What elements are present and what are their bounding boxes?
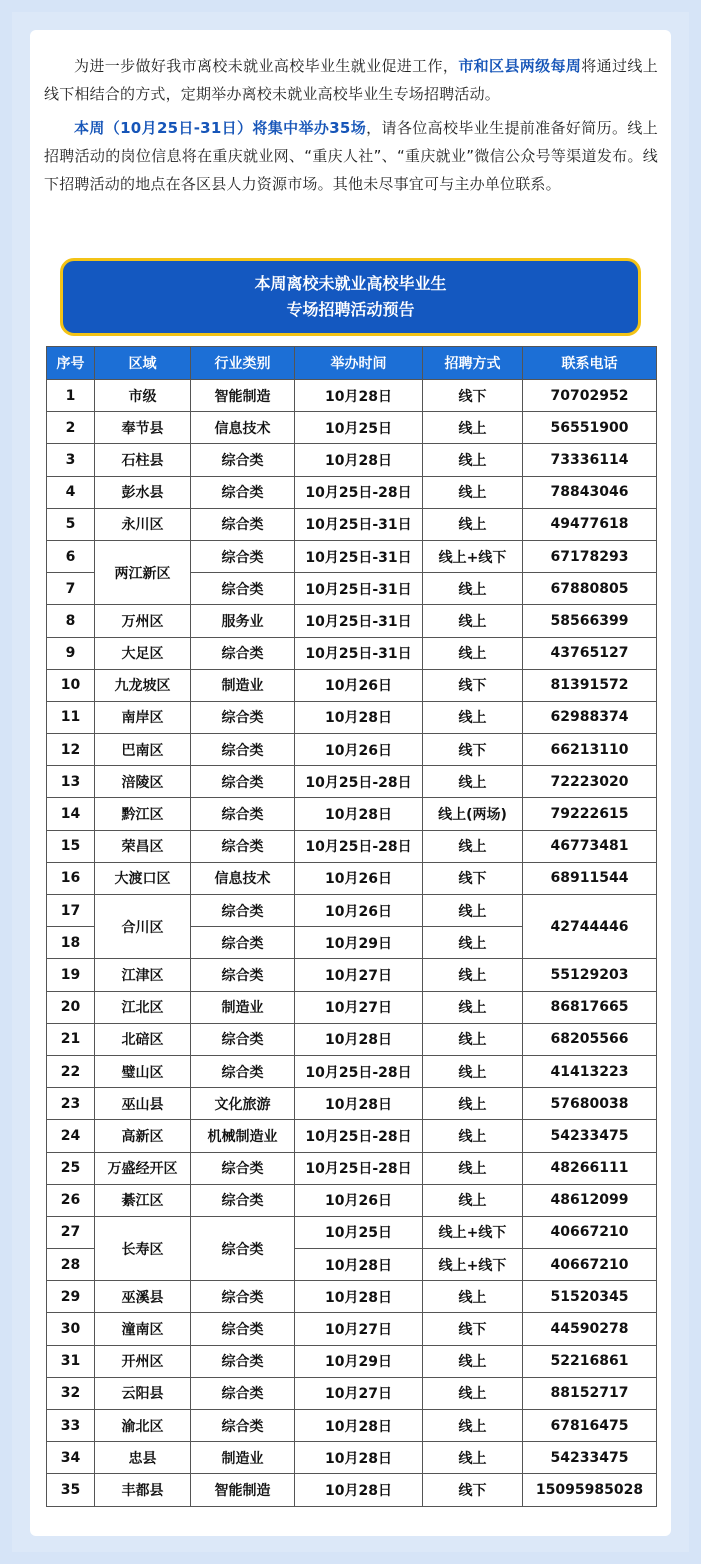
cell-method: 线上	[423, 895, 523, 927]
intro-text	[44, 52, 658, 204]
cell-method: 线下	[423, 669, 523, 701]
cell-phone: 44590278	[523, 1313, 657, 1345]
cell-method: 线上	[423, 1055, 523, 1087]
cell-index: 5	[47, 508, 95, 540]
table-row	[47, 701, 657, 733]
table-row	[47, 830, 657, 862]
cell-index: 9	[47, 637, 95, 669]
cell-index: 18	[47, 927, 95, 959]
cell-method: 线下	[423, 734, 523, 766]
cell-industry: 综合类	[191, 508, 295, 540]
cell-time: 10月28日	[295, 444, 423, 476]
cell-phone: 42744446	[523, 895, 657, 959]
cell-industry: 综合类	[191, 895, 295, 927]
cell-industry: 综合类	[191, 476, 295, 508]
table-row	[47, 412, 657, 444]
cell-industry: 综合类	[191, 540, 295, 572]
cell-method: 线上	[423, 1184, 523, 1216]
header-phone: 联系电话	[523, 347, 657, 380]
cell-phone: 52216861	[523, 1345, 657, 1377]
cell-index: 11	[47, 701, 95, 733]
table-row	[47, 1410, 657, 1442]
cell-method: 线下	[423, 1313, 523, 1345]
cell-index: 2	[47, 412, 95, 444]
intro-paragraph-1: 为进一步做好我市离校未就业高校毕业生就业促进工作，市和区县两级每周将通过线上线下相结合的方式，定期举办离校未就业高校毕业生专场招聘活动。	[44, 57, 658, 103]
cell-index: 1	[47, 380, 95, 412]
cell-phone: 58566399	[523, 605, 657, 637]
cell-method: 线上	[423, 959, 523, 991]
table-row	[47, 444, 657, 476]
cell-method: 线上	[423, 1023, 523, 1055]
cell-industry: 综合类	[191, 1377, 295, 1409]
cell-index: 28	[47, 1249, 95, 1281]
table-row	[47, 637, 657, 669]
table-row	[47, 476, 657, 508]
cell-phone: 48612099	[523, 1184, 657, 1216]
section-banner	[60, 258, 641, 336]
cell-industry: 综合类	[191, 1055, 295, 1087]
cell-method: 线上	[423, 766, 523, 798]
cell-industry: 信息技术	[191, 862, 295, 894]
header-region: 区域	[95, 347, 191, 380]
cell-index: 32	[47, 1377, 95, 1409]
cell-region: 潼南区	[95, 1313, 191, 1345]
cell-industry: 制造业	[191, 669, 295, 701]
table-row	[47, 1023, 657, 1055]
cell-index: 19	[47, 959, 95, 991]
cell-phone: 40667210	[523, 1216, 657, 1248]
cell-phone: 57680038	[523, 1088, 657, 1120]
cell-industry: 综合类	[191, 573, 295, 605]
cell-region: 大足区	[95, 637, 191, 669]
cell-index: 7	[47, 573, 95, 605]
cell-region: 开州区	[95, 1345, 191, 1377]
cell-region: 云阳县	[95, 1377, 191, 1409]
cell-phone: 48266111	[523, 1152, 657, 1184]
table-row	[47, 991, 657, 1023]
cell-index: 24	[47, 1120, 95, 1152]
cell-time: 10月25日	[295, 1216, 423, 1248]
cell-phone: 88152717	[523, 1377, 657, 1409]
cell-method: 线上	[423, 1281, 523, 1313]
cell-index: 3	[47, 444, 95, 476]
cell-industry: 智能制造	[191, 1474, 295, 1506]
cell-region: 江北区	[95, 991, 191, 1023]
cell-method: 线上+线下	[423, 540, 523, 572]
cell-method: 线上	[423, 701, 523, 733]
cell-time: 10月27日	[295, 991, 423, 1023]
table-row	[47, 605, 657, 637]
recruitment-table	[46, 346, 657, 1507]
cell-industry: 综合类	[191, 1216, 295, 1280]
cell-region: 巫山县	[95, 1088, 191, 1120]
cell-time: 10月25日-28日	[295, 476, 423, 508]
cell-index: 22	[47, 1055, 95, 1087]
cell-region: 忠县	[95, 1442, 191, 1474]
cell-time: 10月28日	[295, 1023, 423, 1055]
cell-region: 两江新区	[95, 540, 191, 604]
table-row	[47, 1184, 657, 1216]
cell-method: 线下	[423, 380, 523, 412]
cell-time: 10月25日-31日	[295, 540, 423, 572]
cell-time: 10月25日	[295, 412, 423, 444]
cell-industry: 综合类	[191, 1281, 295, 1313]
cell-industry: 综合类	[191, 1313, 295, 1345]
table-body	[47, 380, 657, 1507]
cell-index: 26	[47, 1184, 95, 1216]
cell-method: 线上	[423, 830, 523, 862]
cell-index: 8	[47, 605, 95, 637]
cell-time: 10月26日	[295, 895, 423, 927]
cell-industry: 综合类	[191, 766, 295, 798]
cell-region: 石柱县	[95, 444, 191, 476]
cell-industry: 文化旅游	[191, 1088, 295, 1120]
cell-method: 线上	[423, 476, 523, 508]
cell-phone: 67178293	[523, 540, 657, 572]
cell-industry: 智能制造	[191, 380, 295, 412]
cell-region: 万州区	[95, 605, 191, 637]
header-method: 招聘方式	[423, 347, 523, 380]
cell-method: 线上	[423, 637, 523, 669]
table-row	[47, 959, 657, 991]
banner-line-1: 本周离校未就业高校毕业生	[254, 274, 447, 293]
cell-phone: 68911544	[523, 862, 657, 894]
cell-method: 线下	[423, 862, 523, 894]
cell-region: 彭水县	[95, 476, 191, 508]
cell-index: 29	[47, 1281, 95, 1313]
cell-region: 永川区	[95, 508, 191, 540]
cell-method: 线上	[423, 444, 523, 476]
cell-region: 合川区	[95, 895, 191, 959]
cell-method: 线上	[423, 1152, 523, 1184]
cell-index: 25	[47, 1152, 95, 1184]
cell-method: 线上	[423, 1442, 523, 1474]
cell-region: 巴南区	[95, 734, 191, 766]
cell-time: 10月27日	[295, 1377, 423, 1409]
cell-index: 13	[47, 766, 95, 798]
cell-time: 10月25日-28日	[295, 830, 423, 862]
cell-index: 4	[47, 476, 95, 508]
page-frame	[12, 12, 689, 1552]
table-row	[47, 1088, 657, 1120]
cell-region: 江津区	[95, 959, 191, 991]
cell-index: 33	[47, 1410, 95, 1442]
intro-paragraph-2: 本周（10月25日-31日）将集中举办35场，请各位高校毕业生提前准备好简历。线上招聘活动的岗位信息将在重庆就业网、“重庆人社”、“重庆就业”微信公众号等渠道发布。线下招聘活动的地点在各区县人力资源市场。其他未尽事宜可与主办单位联系。	[44, 119, 658, 193]
cell-region: 荣昌区	[95, 830, 191, 862]
table-row	[47, 1313, 657, 1345]
cell-index: 34	[47, 1442, 95, 1474]
cell-region: 奉节县	[95, 412, 191, 444]
cell-industry: 综合类	[191, 701, 295, 733]
cell-phone: 66213110	[523, 734, 657, 766]
cell-time: 10月28日	[295, 1088, 423, 1120]
cell-method: 线上	[423, 1345, 523, 1377]
cell-industry: 综合类	[191, 1345, 295, 1377]
cell-time: 10月28日	[295, 798, 423, 830]
table-row	[47, 380, 657, 412]
cell-time: 10月28日	[295, 1281, 423, 1313]
content-card	[30, 30, 671, 1536]
cell-region: 丰都县	[95, 1474, 191, 1506]
cell-index: 23	[47, 1088, 95, 1120]
cell-time: 10月26日	[295, 862, 423, 894]
cell-phone: 79222615	[523, 798, 657, 830]
cell-method: 线上	[423, 508, 523, 540]
cell-phone: 55129203	[523, 959, 657, 991]
table-row	[47, 895, 657, 927]
cell-phone: 73336114	[523, 444, 657, 476]
cell-time: 10月25日-31日	[295, 637, 423, 669]
cell-industry: 综合类	[191, 637, 295, 669]
cell-index: 17	[47, 895, 95, 927]
cell-time: 10月29日	[295, 927, 423, 959]
cell-phone: 41413223	[523, 1055, 657, 1087]
cell-region: 市级	[95, 380, 191, 412]
table-row	[47, 1345, 657, 1377]
cell-region: 渝北区	[95, 1410, 191, 1442]
cell-region: 巫溪县	[95, 1281, 191, 1313]
cell-phone: 15095985028	[523, 1474, 657, 1506]
cell-time: 10月26日	[295, 1184, 423, 1216]
cell-time: 10月28日	[295, 1249, 423, 1281]
cell-industry: 综合类	[191, 1023, 295, 1055]
cell-region: 涪陵区	[95, 766, 191, 798]
cell-industry: 制造业	[191, 991, 295, 1023]
cell-industry: 综合类	[191, 734, 295, 766]
cell-time: 10月28日	[295, 701, 423, 733]
table-row	[47, 1152, 657, 1184]
cell-method: 线上	[423, 991, 523, 1023]
cell-industry: 综合类	[191, 444, 295, 476]
table-row	[47, 1281, 657, 1313]
cell-phone: 72223020	[523, 766, 657, 798]
cell-region: 九龙坡区	[95, 669, 191, 701]
cell-method: 线上	[423, 1410, 523, 1442]
cell-method: 线上	[423, 605, 523, 637]
header-time: 举办时间	[295, 347, 423, 380]
cell-time: 10月29日	[295, 1345, 423, 1377]
cell-region: 高新区	[95, 1120, 191, 1152]
table-row	[47, 540, 657, 572]
cell-industry: 综合类	[191, 830, 295, 862]
table-row	[47, 862, 657, 894]
table-row	[47, 669, 657, 701]
cell-time: 10月27日	[295, 1313, 423, 1345]
cell-method: 线上	[423, 1377, 523, 1409]
cell-phone: 67880805	[523, 573, 657, 605]
cell-region: 长寿区	[95, 1216, 191, 1280]
cell-phone: 67816475	[523, 1410, 657, 1442]
cell-industry: 综合类	[191, 798, 295, 830]
table-header-row	[47, 347, 657, 380]
cell-phone: 68205566	[523, 1023, 657, 1055]
cell-region: 北碚区	[95, 1023, 191, 1055]
cell-time: 10月25日-28日	[295, 766, 423, 798]
cell-index: 27	[47, 1216, 95, 1248]
cell-method: 线上	[423, 412, 523, 444]
cell-index: 30	[47, 1313, 95, 1345]
table-row	[47, 734, 657, 766]
cell-region: 黔江区	[95, 798, 191, 830]
cell-region: 大渡口区	[95, 862, 191, 894]
table-row	[47, 1055, 657, 1087]
cell-region: 綦江区	[95, 1184, 191, 1216]
table-row	[47, 766, 657, 798]
table-row	[47, 1442, 657, 1474]
cell-phone: 56551900	[523, 412, 657, 444]
cell-index: 21	[47, 1023, 95, 1055]
cell-region: 万盛经开区	[95, 1152, 191, 1184]
cell-time: 10月28日	[295, 1442, 423, 1474]
cell-time: 10月25日-31日	[295, 508, 423, 540]
cell-time: 10月25日-28日	[295, 1055, 423, 1087]
table-row	[47, 508, 657, 540]
cell-index: 15	[47, 830, 95, 862]
cell-industry: 服务业	[191, 605, 295, 637]
table-row	[47, 1120, 657, 1152]
cell-time: 10月25日-31日	[295, 605, 423, 637]
cell-industry: 综合类	[191, 959, 295, 991]
cell-index: 16	[47, 862, 95, 894]
cell-phone: 70702952	[523, 380, 657, 412]
highlight-text: 市和区县两级每周	[458, 57, 582, 75]
cell-method: 线下	[423, 1474, 523, 1506]
cell-time: 10月28日	[295, 1410, 423, 1442]
cell-method: 线上+线下	[423, 1216, 523, 1248]
cell-index: 12	[47, 734, 95, 766]
cell-industry: 综合类	[191, 1410, 295, 1442]
cell-index: 35	[47, 1474, 95, 1506]
cell-phone: 51520345	[523, 1281, 657, 1313]
cell-index: 14	[47, 798, 95, 830]
cell-phone: 86817665	[523, 991, 657, 1023]
cell-phone: 78843046	[523, 476, 657, 508]
highlight-text: 本周（10月25日-31日）将集中举办35场	[74, 119, 367, 137]
cell-industry: 制造业	[191, 1442, 295, 1474]
cell-index: 31	[47, 1345, 95, 1377]
cell-region: 南岸区	[95, 701, 191, 733]
cell-method: 线上	[423, 573, 523, 605]
banner-line-2: 专场招聘活动预告	[286, 300, 415, 319]
cell-phone: 46773481	[523, 830, 657, 862]
table-row	[47, 1216, 657, 1248]
cell-method: 线上(两场)	[423, 798, 523, 830]
cell-time: 10月25日-31日	[295, 573, 423, 605]
cell-industry: 信息技术	[191, 412, 295, 444]
cell-index: 6	[47, 540, 95, 572]
header-index: 序号	[47, 347, 95, 380]
cell-time: 10月27日	[295, 959, 423, 991]
table-row	[47, 1377, 657, 1409]
cell-phone: 40667210	[523, 1249, 657, 1281]
cell-phone: 54233475	[523, 1442, 657, 1474]
cell-phone: 81391572	[523, 669, 657, 701]
cell-industry: 综合类	[191, 1152, 295, 1184]
cell-time: 10月28日	[295, 380, 423, 412]
cell-industry: 综合类	[191, 1184, 295, 1216]
cell-time: 10月26日	[295, 669, 423, 701]
cell-method: 线上	[423, 1088, 523, 1120]
table-row	[47, 1474, 657, 1506]
header-industry: 行业类别	[191, 347, 295, 380]
cell-region: 璧山区	[95, 1055, 191, 1087]
cell-time: 10月28日	[295, 1474, 423, 1506]
cell-method: 线上	[423, 1120, 523, 1152]
cell-phone: 49477618	[523, 508, 657, 540]
cell-method: 线上+线下	[423, 1249, 523, 1281]
cell-industry: 机械制造业	[191, 1120, 295, 1152]
cell-phone: 62988374	[523, 701, 657, 733]
cell-index: 20	[47, 991, 95, 1023]
cell-phone: 43765127	[523, 637, 657, 669]
cell-time: 10月25日-28日	[295, 1152, 423, 1184]
cell-index: 10	[47, 669, 95, 701]
table-row	[47, 798, 657, 830]
cell-industry: 综合类	[191, 927, 295, 959]
cell-phone: 54233475	[523, 1120, 657, 1152]
cell-time: 10月25日-28日	[295, 1120, 423, 1152]
cell-time: 10月26日	[295, 734, 423, 766]
cell-method: 线上	[423, 927, 523, 959]
